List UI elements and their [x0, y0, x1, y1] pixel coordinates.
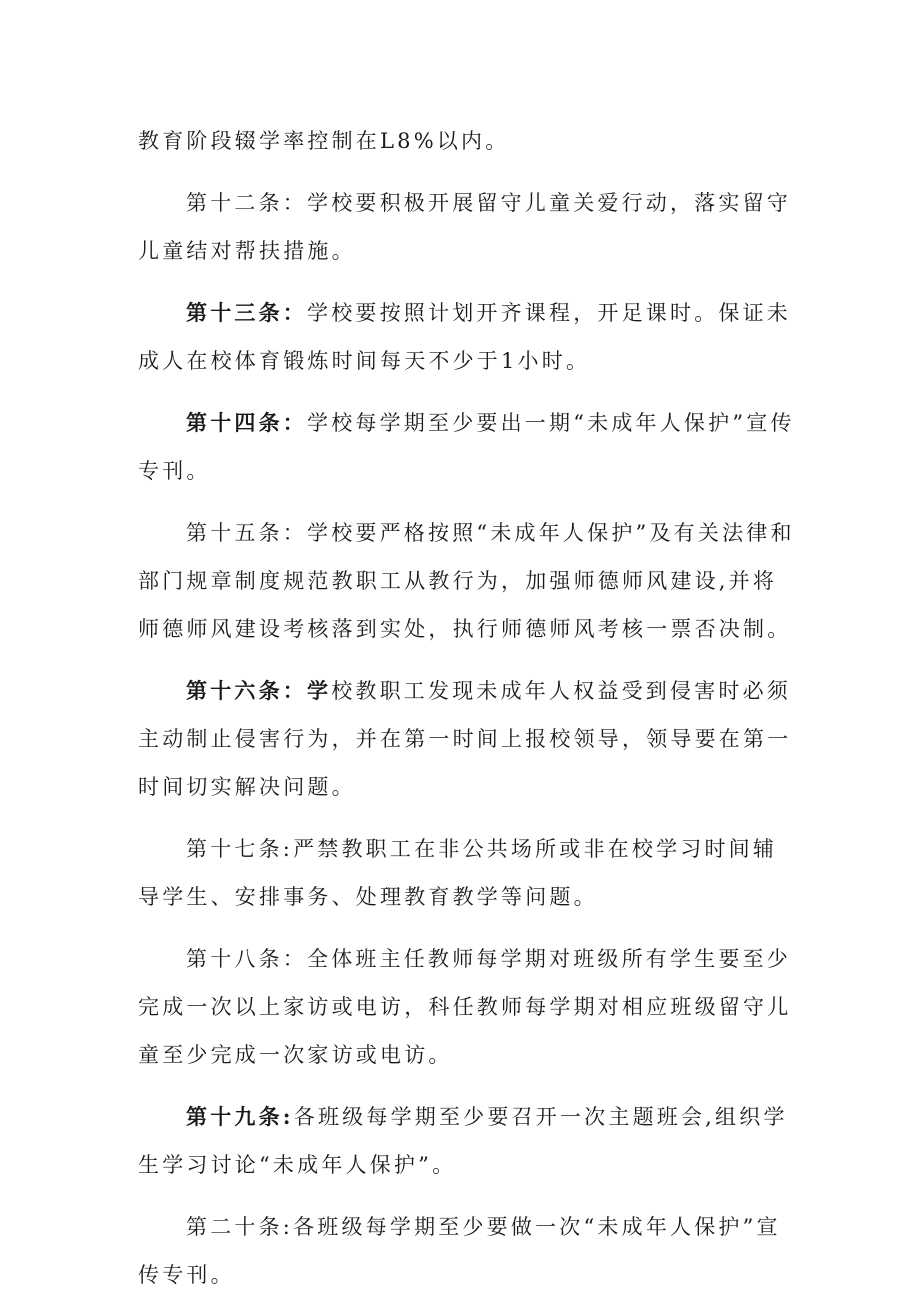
article-body: 严禁教职工在非公共场所或非在校学习时间辅导学生、安排事务、处理教育教学等问题。 [138, 837, 778, 909]
paragraph-continuation [138, 117, 798, 165]
article-heading: 第十五条： [186, 521, 307, 545]
paragraph-body: 教育阶段辍学率控制在L8%以内。 [138, 129, 510, 153]
article-16 [138, 667, 798, 811]
article-19 [138, 1093, 798, 1189]
article-heading: 第十九条: [186, 1104, 294, 1129]
article-body: 学校要严格按照“未成年人保护”及有关法律和部门规章制度规范教职工从教行为，加强师德师风建设,并将师德师风建设考核落到实处，执行师德师风考核一票否决制。 [138, 521, 795, 641]
article-18 [138, 935, 798, 1079]
article-body: 校教职工发现未成年人权益受到侵害时必须主动制止侵害行为，并在第一时间上报校领导，领导要在第一时间切实解决问题。 [138, 679, 792, 799]
article-heading: 第十六条：学 [186, 678, 332, 703]
article-20 [138, 1203, 798, 1299]
article-heading: 第十三条： [186, 300, 307, 325]
article-body: 各班级每学期至少要召开一次主题班会,组织学生学习讨论“未成年人保护”。 [138, 1105, 788, 1177]
article-body: 全体班主任教师每学期对班级所有学生要至少完成一次以上家访或电访，科任教师每学期对相应班级留守儿童至少完成一次家访或电访。 [138, 947, 792, 1067]
article-heading: 第二十条: [186, 1215, 294, 1239]
article-17 [138, 825, 798, 921]
article-13 [138, 289, 798, 385]
article-body: 学校要积极开展留守儿童关爱行动，落实留守儿童结对帮扶措施。 [138, 191, 791, 263]
article-14 [138, 399, 798, 495]
article-heading: 第十八条： [186, 947, 307, 971]
article-body: 学校要按照计划开齐课程，开足课时。保证未成人在校体育锻炼时间每天不少于1小时。 [138, 301, 791, 373]
article-heading: 第十七条: [186, 837, 294, 861]
document-page [138, 117, 798, 1313]
article-15 [138, 509, 798, 653]
article-heading: 第十四条： [186, 410, 307, 435]
article-body: 各班级每学期至少要做一次“未成年人保护”宣传专刊。 [138, 1215, 781, 1287]
article-12 [138, 179, 798, 275]
article-heading: 第十二条： [186, 191, 307, 215]
article-body: 学校每学期至少要出一期“未成年人保护”宣传专刊。 [138, 411, 795, 483]
